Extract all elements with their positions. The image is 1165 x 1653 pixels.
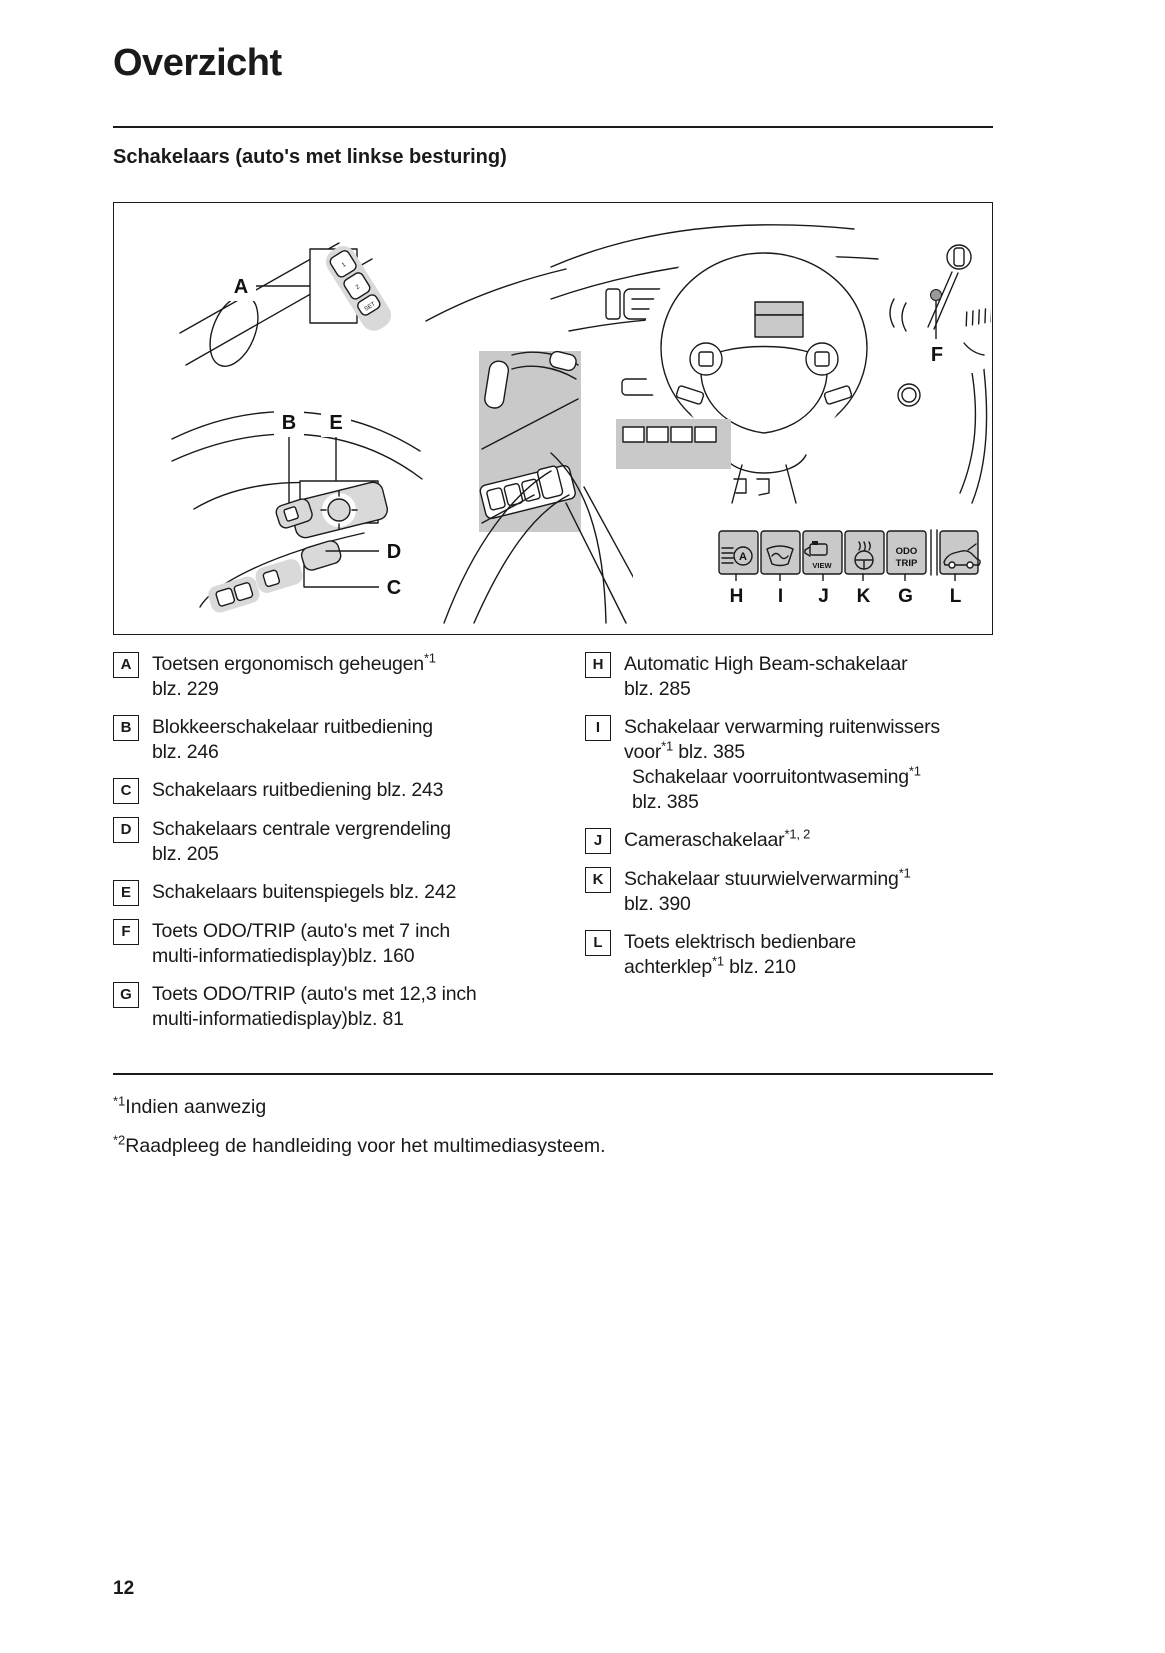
legend-line bbox=[152, 982, 477, 1007]
legend-item-i bbox=[585, 715, 993, 815]
legend-item-l bbox=[585, 930, 993, 980]
legend-line bbox=[624, 867, 911, 892]
footnote-ref: *1 bbox=[711, 953, 724, 969]
legend-line bbox=[624, 930, 856, 955]
switch-button-odo-trip bbox=[887, 531, 926, 574]
svg-text:E: E bbox=[329, 412, 343, 434]
legend-item-f bbox=[113, 919, 585, 969]
legend-item-j bbox=[585, 828, 993, 854]
callout-l bbox=[941, 581, 970, 609]
legend-letter-i: I bbox=[585, 715, 611, 741]
legend-letter-d: D bbox=[113, 817, 139, 843]
text-segment: blz. 229 bbox=[152, 678, 219, 700]
svg-text:I: I bbox=[777, 586, 784, 607]
legend-letter-j: J bbox=[585, 828, 611, 854]
legend-item-e bbox=[113, 880, 585, 906]
view-label: VIEW bbox=[812, 561, 832, 570]
legend-line bbox=[624, 790, 940, 815]
knob-button-dot bbox=[931, 290, 942, 301]
text-segment: blz. 246 bbox=[152, 741, 219, 763]
legend-item-a bbox=[113, 652, 585, 702]
text-segment: achterklep bbox=[624, 956, 712, 978]
text-segment: voor bbox=[624, 741, 662, 763]
legend-letter-k: K bbox=[585, 867, 611, 893]
legend-line bbox=[624, 828, 810, 853]
text-segment: Schakelaars centrale vergrendeling bbox=[152, 818, 451, 840]
footnote-ref: *1 bbox=[423, 650, 436, 666]
legend-line bbox=[624, 955, 856, 980]
legend-text bbox=[152, 652, 436, 702]
legend-letter-l: L bbox=[585, 930, 611, 956]
legend-line bbox=[152, 842, 451, 867]
legend-column-right bbox=[585, 652, 993, 1045]
legend-column-left bbox=[113, 652, 585, 1045]
legend-line bbox=[152, 740, 433, 765]
legend-letter-h: H bbox=[585, 652, 611, 678]
footnote-ref: *1, 2 bbox=[784, 826, 811, 842]
seat-memory-label-set: SET bbox=[363, 301, 377, 313]
legend-line bbox=[624, 715, 940, 740]
diagram-svg bbox=[114, 203, 991, 634]
footnotes bbox=[113, 1095, 993, 1159]
footnote-ref: *1 bbox=[908, 763, 921, 779]
svg-text:K: K bbox=[856, 586, 871, 607]
switch-button-wheel-heater bbox=[845, 531, 884, 574]
legend-letter-a: A bbox=[113, 652, 139, 678]
svg-text:B: B bbox=[281, 412, 297, 434]
seat-memory-label-2: 2 bbox=[354, 284, 361, 292]
svg-text:F: F bbox=[930, 344, 944, 366]
legend-line bbox=[152, 880, 456, 905]
legend-text bbox=[624, 930, 856, 980]
odo-label: ODO bbox=[895, 546, 918, 557]
callout-i bbox=[766, 581, 795, 609]
trip-label: TRIP bbox=[895, 558, 918, 569]
legend-letter-g: G bbox=[113, 982, 139, 1008]
legend-letter-b: B bbox=[113, 715, 139, 741]
svg-text:D: D bbox=[386, 541, 402, 563]
text-segment: Toets ODO/TRIP (auto's met 7 inch bbox=[152, 920, 451, 942]
footnote-ref: *1 bbox=[661, 738, 674, 754]
legend-line bbox=[624, 892, 911, 917]
legend-line bbox=[152, 778, 443, 803]
title-rule bbox=[113, 126, 993, 128]
overview-diagram bbox=[113, 202, 993, 635]
text-segment: Schakelaar voorruitontwaseming bbox=[632, 766, 909, 788]
legend-item-g bbox=[113, 982, 585, 1032]
legend-line bbox=[152, 944, 450, 969]
text-segment: blz. 205 bbox=[152, 843, 219, 865]
text-segment: blz. 285 bbox=[624, 678, 691, 700]
switch-panel-callout bbox=[633, 505, 986, 623]
door-zoom-inset bbox=[430, 350, 581, 532]
callout-k bbox=[849, 581, 878, 609]
footnote-ref: *1 bbox=[898, 865, 911, 881]
legend-line bbox=[624, 740, 940, 765]
callout-g bbox=[891, 581, 920, 609]
callout-j bbox=[809, 581, 838, 609]
legend-text bbox=[152, 778, 443, 803]
legend-letter-c: C bbox=[113, 778, 139, 804]
text-segment: Toets elektrisch bedienbare bbox=[624, 931, 856, 953]
legend bbox=[113, 652, 993, 1045]
legend-item-h bbox=[585, 652, 993, 702]
text-segment: Cameraschakelaar bbox=[624, 829, 785, 851]
footnote-marker: *2 bbox=[113, 1132, 126, 1148]
footnote-text: Raadpleeg de handleiding voor het multimediasysteem. bbox=[125, 1135, 606, 1157]
legend-text bbox=[152, 982, 477, 1032]
legend-item-b bbox=[113, 715, 585, 765]
footnote-text: Indien aanwezig bbox=[125, 1096, 267, 1118]
section-subtitle: Schakelaars (auto's met linkse besturing) bbox=[113, 146, 507, 168]
text-segment: Toetsen ergonomisch geheugen bbox=[152, 653, 424, 675]
footnote-rule bbox=[113, 1073, 993, 1075]
legend-item-d bbox=[113, 817, 585, 867]
legend-text bbox=[152, 919, 450, 969]
legend-line bbox=[152, 715, 433, 740]
legend-text bbox=[624, 652, 907, 702]
svg-text:C: C bbox=[386, 577, 402, 599]
legend-line bbox=[624, 677, 907, 702]
svg-text:H: H bbox=[729, 586, 744, 607]
text-segment: Schakelaars ruitbediening blz. 243 bbox=[152, 779, 444, 801]
switch-button-camera-view bbox=[803, 531, 842, 574]
svg-text:G: G bbox=[898, 586, 913, 607]
legend-line bbox=[152, 817, 451, 842]
footnote-2 bbox=[113, 1134, 993, 1159]
legend-line bbox=[152, 677, 436, 702]
seat-memory-label-1: 1 bbox=[341, 262, 348, 269]
text-segment: multi-informatiedisplay)blz. 81 bbox=[152, 1008, 404, 1030]
text-segment: Schakelaar stuurwielverwarming bbox=[624, 868, 899, 890]
legend-text bbox=[624, 715, 940, 815]
manual-page bbox=[113, 0, 993, 1173]
text-segment: Automatic High Beam-schakelaar bbox=[624, 653, 908, 675]
legend-text bbox=[152, 715, 433, 765]
legend-letter-e: E bbox=[113, 880, 139, 906]
text-segment: blz. 385 bbox=[673, 741, 745, 763]
legend-text bbox=[152, 880, 456, 905]
text-segment: Blokkeerschakelaar ruitbediening bbox=[152, 716, 433, 738]
page-number: 12 bbox=[113, 1578, 135, 1599]
legend-line bbox=[624, 765, 940, 790]
legend-text bbox=[624, 828, 810, 853]
legend-line bbox=[152, 919, 450, 944]
legend-item-c bbox=[113, 778, 585, 804]
footnote-1 bbox=[113, 1095, 993, 1120]
legend-letter-f: F bbox=[113, 919, 139, 945]
switch-button-wiper-deicer bbox=[761, 531, 800, 574]
odo-trip-knob-inset bbox=[884, 221, 991, 373]
svg-text:L: L bbox=[949, 586, 962, 607]
legend-item-k bbox=[585, 867, 993, 917]
svg-text:A: A bbox=[233, 276, 249, 298]
text-segment: Toets ODO/TRIP (auto's met 12,3 inch bbox=[152, 983, 477, 1005]
legend-text bbox=[152, 817, 451, 867]
page-title: Overzicht bbox=[113, 42, 282, 84]
legend-line bbox=[152, 1007, 477, 1032]
legend-line bbox=[624, 652, 907, 677]
text-segment: blz. 210 bbox=[723, 956, 796, 978]
legend-text bbox=[624, 867, 911, 917]
legend-line bbox=[152, 652, 436, 677]
footnote-marker: *1 bbox=[113, 1093, 126, 1109]
switch-button-tailgate bbox=[940, 531, 980, 574]
text-segment: multi-informatiedisplay)blz. 160 bbox=[152, 945, 415, 967]
svg-text:J: J bbox=[818, 586, 829, 607]
text-segment: blz. 390 bbox=[624, 893, 691, 915]
high-beam-a-glyph: A bbox=[739, 551, 747, 563]
text-segment: blz. 385 bbox=[632, 791, 699, 813]
callout-h bbox=[722, 581, 751, 609]
text-segment: Schakelaars buitenspiegels blz. 242 bbox=[152, 881, 457, 903]
text-segment: Schakelaar verwarming ruitenwissers bbox=[624, 716, 940, 738]
switch-button-high-beam bbox=[719, 531, 758, 574]
